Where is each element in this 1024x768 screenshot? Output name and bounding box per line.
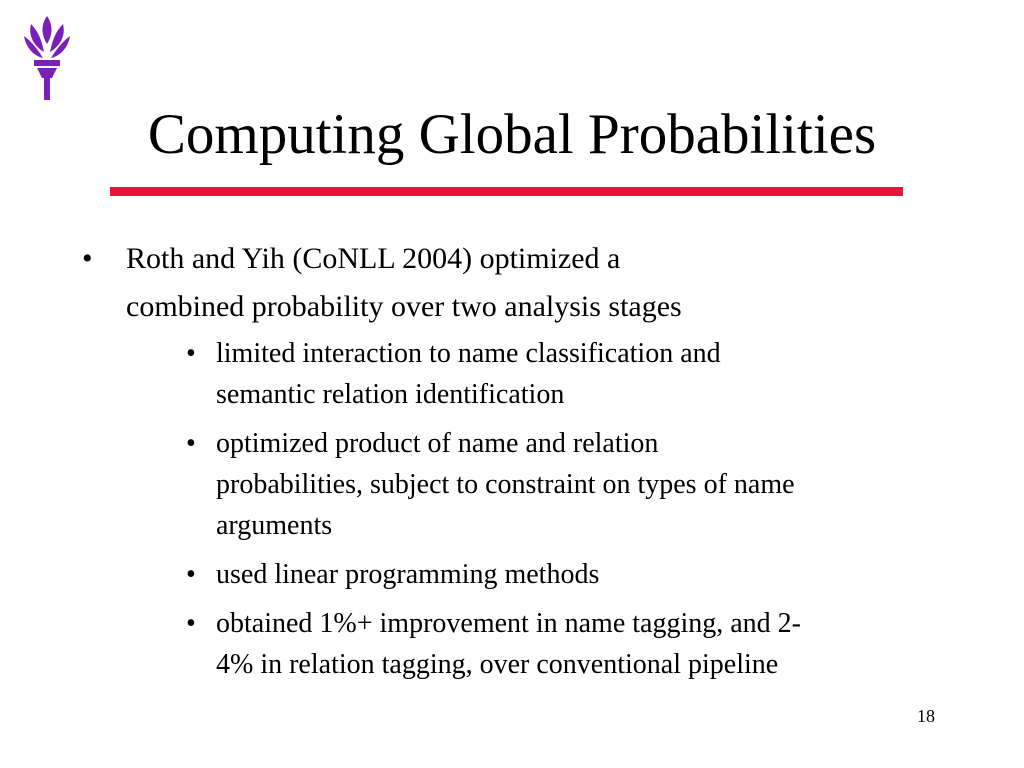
bullet-text — [216, 333, 721, 415]
bullet-line: semantic relation identification — [216, 379, 565, 410]
sub-bullet-item — [186, 603, 801, 685]
bullet-line: Roth and Yih (CoNLL 2004) optimized a — [126, 242, 621, 275]
bullet-text — [216, 554, 599, 595]
nyu-torch-icon — [22, 14, 72, 102]
bullet-marker: • — [186, 559, 196, 590]
bullet-line: arguments — [216, 510, 333, 541]
bullet-line: probabilities, subject to constraint on types of name — [216, 469, 795, 500]
bullet-line: combined probability over two analysis stages — [126, 290, 682, 323]
title-underline — [110, 187, 903, 196]
bullet-text — [216, 603, 801, 685]
bullet-line: optimized product of name and relation — [216, 428, 659, 459]
bullet-line: 4% in relation tagging, over conventional pipeline — [216, 649, 779, 680]
bullet-marker: • — [186, 608, 196, 639]
bullet-item — [82, 235, 682, 331]
bullet-marker: • — [82, 242, 93, 275]
bullet-line: limited interaction to name classification and — [216, 338, 721, 369]
bullet-line: used linear programming methods — [216, 559, 600, 590]
bullet-marker: • — [186, 338, 196, 369]
bullet-text — [126, 235, 682, 331]
slide-number: 18 — [917, 706, 935, 726]
slide-title: Computing Global Probabilities — [147, 103, 877, 166]
sub-bullet-item — [186, 423, 795, 546]
sub-bullet-item — [186, 554, 599, 595]
bullet-marker: • — [186, 428, 196, 459]
bullet-line: obtained 1%+ improvement in name tagging, and 2- — [216, 608, 801, 639]
bullet-text — [216, 423, 795, 546]
sub-bullet-item — [186, 333, 721, 415]
